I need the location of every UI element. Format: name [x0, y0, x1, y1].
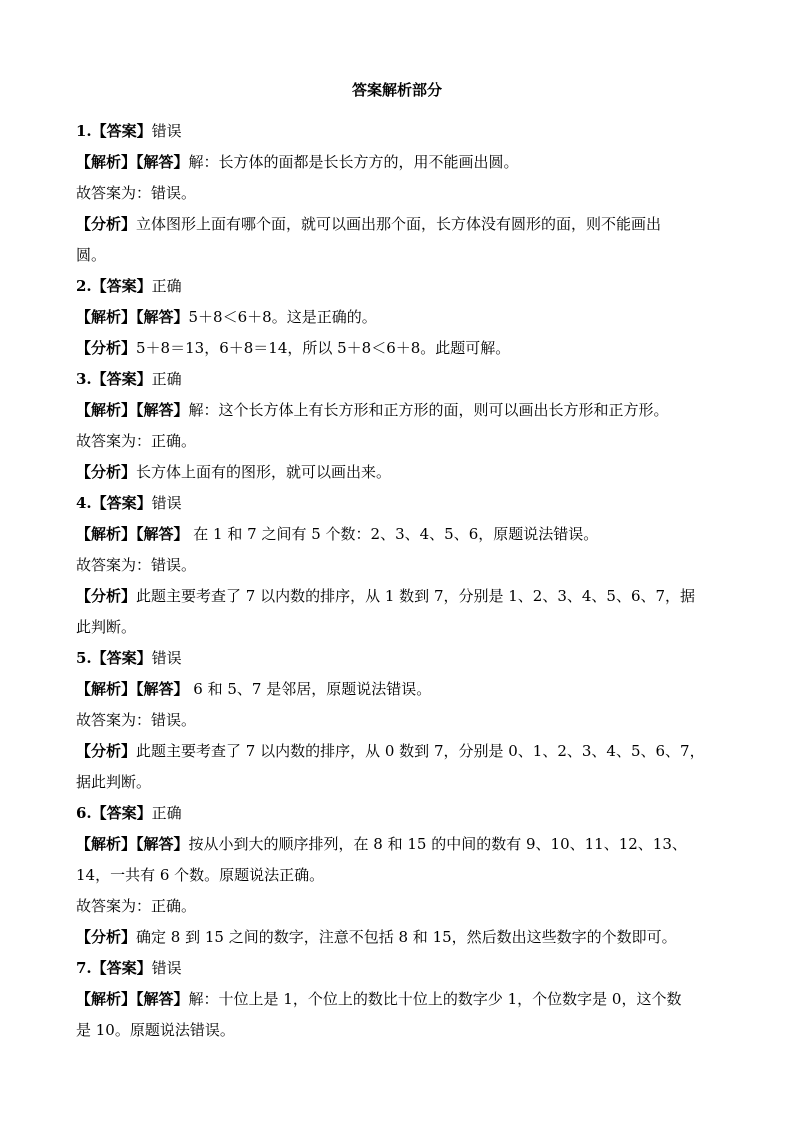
answer-heading	[76, 643, 716, 674]
answer-label: 4.【答案】	[76, 494, 152, 512]
section-tag: 【解析】【解答】	[76, 153, 189, 171]
explanation-line	[76, 550, 716, 581]
answer-heading	[76, 488, 716, 519]
explanation-text: 此题主要考查了 7 以内数的排序，从 1 数到 7，分别是 1、2、3、4、5、6、7，据	[136, 587, 696, 605]
explanation-line	[76, 612, 716, 643]
section-tag: 【解析】【解答】	[76, 835, 189, 853]
section-tag: 【解析】【解答】	[76, 308, 189, 326]
explanation-text: 解：这个长方体上有长方形和正方形的面，则可以画出长方形和正方形。	[188, 401, 669, 419]
explanation-line	[76, 922, 716, 953]
explanation-text: 此判断。	[76, 618, 137, 636]
explanation-line	[76, 705, 716, 736]
explanation-text: 故答案为：正确。	[76, 897, 197, 915]
answer-value: 错误	[151, 649, 182, 667]
explanation-line	[76, 147, 716, 178]
answer-content	[76, 116, 716, 1046]
explanation-text: 圆。	[76, 246, 107, 264]
explanation-line	[76, 302, 716, 333]
explanation-text: 5＋8＝13，6＋8＝14，所以 5＋8＜6＋8。此题可解。	[136, 339, 511, 357]
explanation-line	[76, 767, 716, 798]
answer-item	[76, 798, 716, 953]
explanation-text: 长方体上面有的图形，就可以画出来。	[136, 463, 392, 481]
explanation-text: 解：长方体的面都是长长方方的，用不能画出圆。	[188, 153, 519, 171]
explanation-text: 据此判断。	[76, 773, 152, 791]
section-tag: 【解析】【解答】	[76, 680, 189, 698]
page-title: 答案解析部分	[351, 81, 442, 99]
answer-item	[76, 116, 716, 271]
explanation-line	[76, 209, 716, 240]
answer-value: 正确	[151, 277, 182, 295]
answer-label: 1.【答案】	[76, 122, 152, 140]
section-tag: 【解析】【解答】	[76, 525, 189, 543]
answer-heading	[76, 364, 716, 395]
explanation-text: 按从小到大的顺序排列，在 8 和 15 的中间的数有 9、10、11、12、13、	[188, 835, 687, 853]
explanation-line	[76, 178, 716, 209]
answer-label: 3.【答案】	[76, 370, 152, 388]
explanation-line	[76, 736, 716, 767]
explanation-text: 立体图形上面有哪个面，就可以画出那个面，长方体没有圆形的面，则不能画出	[136, 215, 662, 233]
answer-heading	[76, 953, 716, 984]
section-tag: 【分析】	[76, 742, 137, 760]
answer-value: 错误	[151, 494, 182, 512]
section-tag: 【分析】	[76, 215, 137, 233]
explanation-text: 故答案为：错误。	[76, 556, 197, 574]
explanation-line	[76, 891, 716, 922]
explanation-line	[76, 395, 716, 426]
section-tag: 【分析】	[76, 463, 137, 481]
explanation-text: 解：十位上是 1，个位上的数比十位上的数字少 1，个位数字是 0，这个数	[188, 990, 682, 1008]
explanation-line	[76, 581, 716, 612]
explanation-line	[76, 519, 716, 550]
explanation-text: 故答案为：错误。	[76, 184, 197, 202]
explanation-line	[76, 860, 716, 891]
explanation-text: 是 10。原题说法错误。	[76, 1021, 235, 1039]
answer-heading	[76, 116, 716, 147]
answer-label: 7.【答案】	[76, 959, 152, 977]
explanation-line	[76, 426, 716, 457]
explanation-text: 确定 8 到 15 之间的数字，注意不包括 8 和 15，然后数出这些数字的个数即可。	[136, 928, 677, 946]
answer-heading	[76, 271, 716, 302]
answer-heading	[76, 798, 716, 829]
section-tag: 【分析】	[76, 339, 137, 357]
explanation-text: 在 1 和 7 之间有 5 个数：2、3、4、5、6，原题说法错误。	[188, 525, 599, 543]
answer-item	[76, 271, 716, 364]
explanation-line	[76, 1015, 716, 1046]
answer-value: 正确	[151, 370, 182, 388]
explanation-line	[76, 333, 716, 364]
section-tag: 【解析】【解答】	[76, 401, 189, 419]
answer-label: 6.【答案】	[76, 804, 152, 822]
explanation-text: 故答案为：正确。	[76, 432, 197, 450]
answer-item	[76, 488, 716, 643]
answer-item	[76, 953, 716, 1046]
explanation-line	[76, 829, 716, 860]
explanation-text: 5＋8＜6＋8。这是正确的。	[188, 308, 377, 326]
explanation-text: 14，一共有 6 个数。原题说法正确。	[76, 866, 325, 884]
explanation-text: 此题主要考查了 7 以内数的排序，从 0 数到 7，分别是 0、1、2、3、4、5、6、7，	[136, 742, 705, 760]
section-tag: 【解析】【解答】	[76, 990, 189, 1008]
explanation-text: 故答案为：错误。	[76, 711, 197, 729]
explanation-text: 6 和 5、7 是邻居，原题说法错误。	[188, 680, 432, 698]
answer-value: 错误	[151, 122, 182, 140]
answer-label: 5.【答案】	[76, 649, 152, 667]
answer-item	[76, 643, 716, 798]
answer-label: 2.【答案】	[76, 277, 152, 295]
explanation-line	[76, 457, 716, 488]
answer-value: 错误	[151, 959, 182, 977]
section-tag: 【分析】	[76, 928, 137, 946]
answer-item	[76, 364, 716, 488]
explanation-line	[76, 240, 716, 271]
section-tag: 【分析】	[76, 587, 137, 605]
answer-value: 正确	[151, 804, 182, 822]
explanation-line	[76, 984, 716, 1015]
explanation-line	[76, 674, 716, 705]
